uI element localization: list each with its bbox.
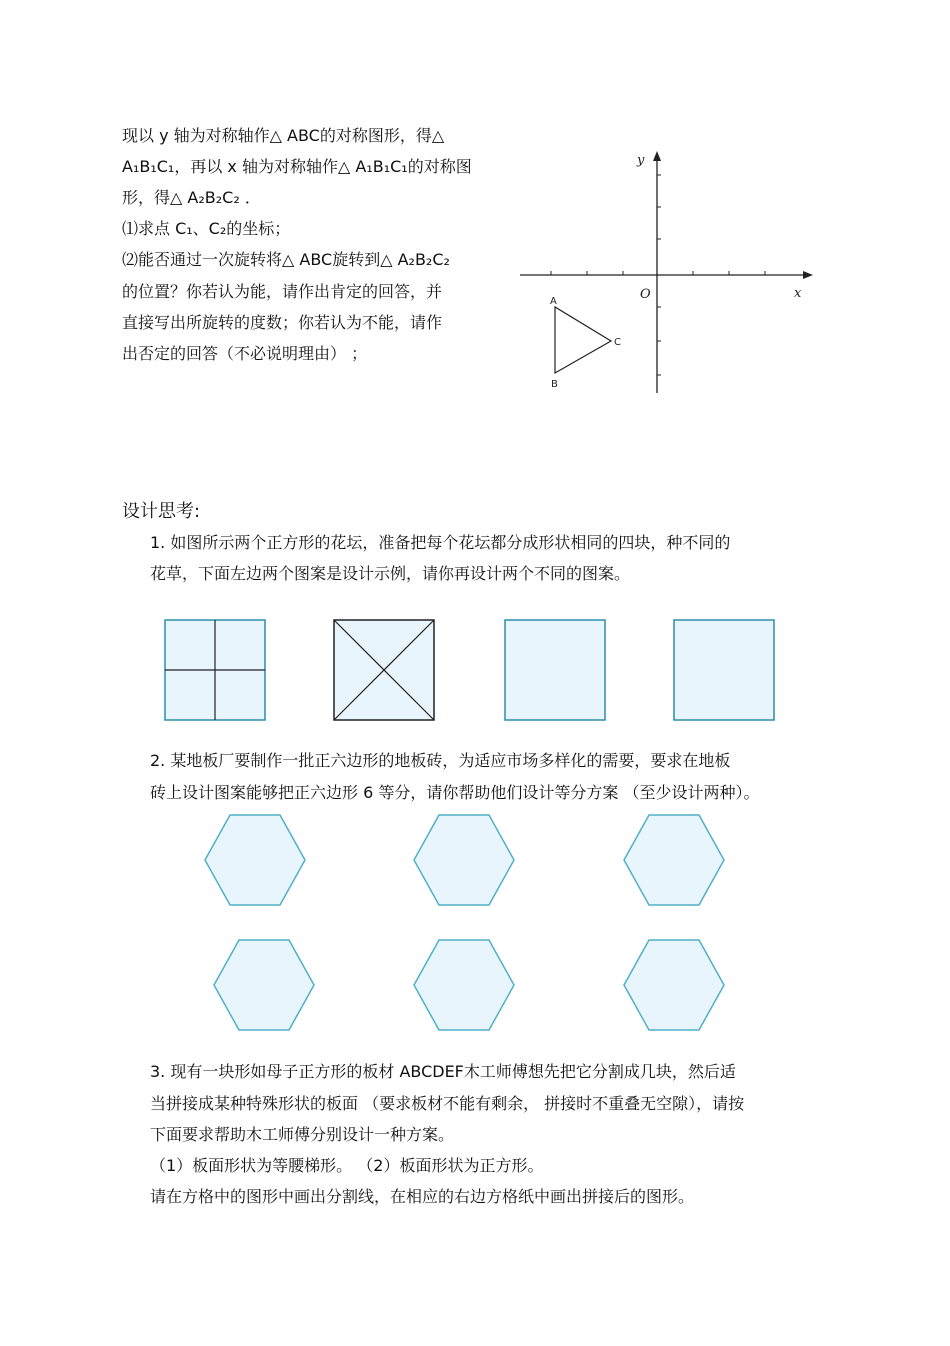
q1-line: 1. 如图所示两个正方形的花坛，准备把每个花坛都分成形状相同的四块，种不同的 [150, 533, 731, 552]
y-axis-arrow [653, 151, 661, 161]
q2-line: 砖上设计图案能够把正六边形 6 等分，请你帮助他们设计等分方案 （至少设计两种）。 [150, 783, 760, 802]
square-example-diagonals [334, 620, 434, 720]
intro-line: 现以 y 轴为对称轴作△ ABC的对称图形，得△ [122, 126, 445, 145]
blank-hexagon[interactable] [414, 940, 514, 1030]
x-axis-label: x [794, 286, 802, 301]
q3-line: 3. 现有一块形如母子正方形的板材 ABCDEF木工师傅想先把它分割成几块，然后适 [150, 1062, 736, 1081]
x-axis-arrow [803, 271, 813, 279]
intro-line: ⑵能否通过一次旋转将△ ABC旋转到△ A₂B₂C₂ [122, 250, 450, 269]
y-axis-label: y [637, 153, 645, 168]
q3-line: 当拼接成某种特殊形状的板面 （要求板材不能有剩余， 拼接时不重叠无空隙），请按 [150, 1094, 745, 1113]
intro-line: 直接写出所旋转的度数；你若认为不能，请作 [122, 313, 443, 332]
q1-line: 花草，下面左边两个图案是设计示例，请你再设计两个不同的图案。 [150, 564, 631, 583]
q2-line: 2. 某地板厂要制作一批正六边形的地板砖，为适应市场多样化的需要，要求在地板 [150, 751, 731, 770]
q3-line: 请在方格中的图形中画出分割线，在相应的右边方格纸中画出拼接后的图形。 [150, 1187, 695, 1206]
point-c-label: C [614, 337, 621, 348]
q3-line: 下面要求帮助木工师傅分别设计一种方案。 [150, 1125, 455, 1144]
blank-hexagon[interactable] [205, 815, 305, 905]
origin-label: O [640, 287, 651, 302]
intro-line: 出否定的回答（不必说明理由） ； [122, 344, 368, 363]
intro-line: A₁B₁C₁，再以 x 轴为对称轴作△ A₁B₁C₁的对称图 [122, 157, 472, 176]
square-example-cross [165, 620, 265, 720]
q3-line: （1）板面形状为等腰梯形。 （2）板面形状为正方形。 [150, 1156, 544, 1175]
intro-line: 的位置？你若认为能，请作出肯定的回答，并 [122, 282, 443, 301]
blank-square[interactable] [674, 620, 774, 720]
hexagon-grid [200, 810, 740, 1040]
blank-hexagon[interactable] [624, 815, 724, 905]
blank-hexagon[interactable] [214, 940, 314, 1030]
point-b-label: B [551, 379, 558, 390]
blank-hexagon[interactable] [414, 815, 514, 905]
section-title: 设计思考: [122, 501, 201, 522]
square-designs [160, 615, 810, 725]
point-a-label: A [550, 296, 557, 307]
blank-square[interactable] [505, 620, 605, 720]
blank-hexagon[interactable] [624, 940, 724, 1030]
triangle-abc [555, 307, 611, 373]
intro-line: 形，得△ A₂B₂C₂ ． [122, 188, 261, 207]
intro-line: ⑴求点 C₁、C₂的坐标； [122, 219, 291, 238]
coordinate-figure [515, 145, 825, 405]
